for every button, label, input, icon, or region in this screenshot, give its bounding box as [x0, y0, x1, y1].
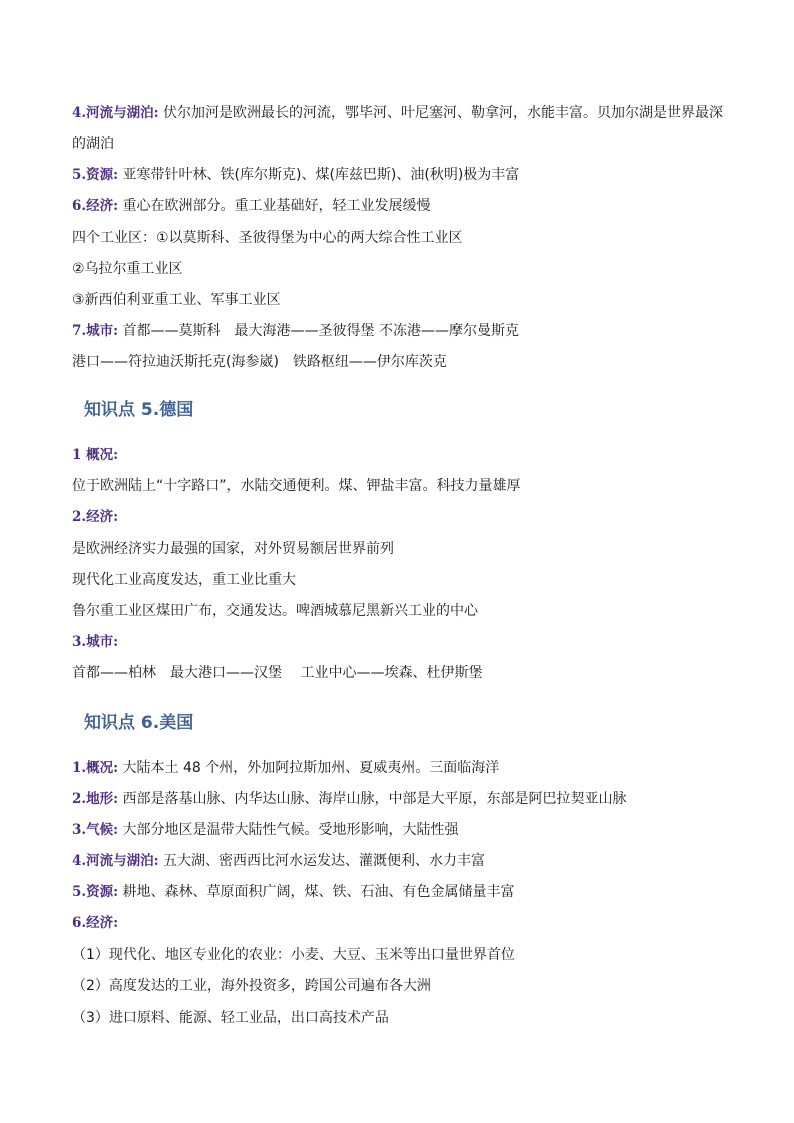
rivers-lakes-continuation: 的湖泊 — [72, 136, 114, 152]
germany-cities-label-text: 3.城市: — [72, 634, 119, 650]
usa-economy-3: （3）进口原料、能源、轻工业品，出口高技术产品 — [72, 1010, 389, 1026]
usa-rivers-text: 五大湖、密西西比河水运发达、灌溉便利、水力丰富 — [163, 853, 486, 869]
usa-terrain-label: 2.地形: — [72, 791, 119, 807]
usa-climate-text: 大部分地区是温带大陆性气候。受地形影响，大陆性强 — [122, 822, 459, 838]
germany-overview-label — [72, 443, 732, 467]
cities-text: 首都——莫斯科 最大海港——圣彼得堡 不冻港——摩尔曼斯克 — [122, 323, 519, 339]
industry-region-3: ③新西伯利亚重工业、军事工业区 — [72, 292, 281, 308]
rivers-lakes-text: 伏尔加河是欧洲最长的河流，鄂毕河、叶尼塞河、勒拿河，水能丰富。贝加尔湖是世界最深 — [163, 105, 724, 121]
rivers-lakes-line — [72, 101, 732, 125]
usa-economy-1: （1）现代化、地区专业化的农业：小麦、大豆、玉米等出口量世界首位 — [72, 947, 515, 963]
usa-terrain-line — [72, 787, 732, 811]
germany-economy-1: 是欧洲经济实力最强的国家，对外贸易额居世界前列 — [72, 541, 394, 557]
cities-line — [72, 319, 732, 343]
germany-cities-text: 首都——柏林 最大港口——汉堡 工业中心——埃森、杜伊斯堡 — [72, 665, 483, 681]
usa-overview-text: 大陆本土 48 个州，外加阿拉斯加州、夏威夷州。三面临海洋 — [122, 760, 500, 776]
resources-text: 亚寒带针叶林、铁(库尔斯克)、煤(库兹巴斯)、油(秋明)极为丰富 — [122, 167, 520, 183]
germany-overview-text: 位于欧洲陆上“十字路口”，水陆交通便利。煤、钾盐丰富。科技力量雄厚 — [72, 478, 521, 494]
cities-label: 7.城市: — [72, 323, 119, 339]
usa-economy-label — [72, 911, 732, 935]
germany-heading: 知识点 5.德国 — [84, 400, 194, 420]
rivers-lakes-label: 4.河流与湖泊: — [72, 105, 159, 121]
industry-region-2: ②乌拉尔重工业区 — [72, 261, 183, 277]
economy-label: 6.经济: — [72, 198, 119, 214]
germany-economy-2: 现代化工业高度发达，重工业比重大 — [72, 572, 296, 588]
usa-economy-label-text: 6.经济: — [72, 915, 119, 931]
germany-economy-label-text: 2.经济: — [72, 509, 119, 525]
usa-resources-label: 5.资源: — [72, 884, 119, 900]
economy-text: 重心在欧洲部分。重工业基础好，轻工业发展缓慢 — [122, 198, 431, 214]
usa-resources-line — [72, 880, 732, 904]
cities-continuation: 港口——符拉迪沃斯托克(海参崴) 铁路枢纽——伊尔库茨克 — [72, 354, 447, 370]
usa-climate-label: 3.气候: — [72, 822, 119, 838]
germany-economy-label — [72, 505, 732, 529]
usa-overview-label: 1.概况: — [72, 760, 119, 776]
germany-economy-3: 鲁尔重工业区煤田广布，交通发达。啤酒城慕尼黑新兴工业的中心 — [72, 603, 478, 619]
germany-cities-label — [72, 630, 732, 654]
germany-overview-label-text: 1 概况: — [72, 447, 119, 463]
resources-line — [72, 163, 732, 187]
usa-resources-text: 耕地、森林、草原面积广阔，煤、铁、石油、有色金属储量丰富 — [122, 884, 515, 900]
usa-overview-line — [72, 756, 732, 780]
usa-terrain-text: 西部是落基山脉、内华达山脉、海岸山脉，中部是大平原，东部是阿巴拉契亚山脉 — [122, 791, 627, 807]
industry-region-1: 四个工业区：①以莫斯科、圣彼得堡为中心的两大综合性工业区 — [72, 230, 463, 246]
usa-heading: 知识点 6.美国 — [84, 713, 194, 733]
usa-climate-line — [72, 818, 732, 842]
usa-rivers-line — [72, 849, 732, 873]
resources-label: 5.资源: — [72, 167, 119, 183]
usa-economy-2: （2）高度发达的工业，海外投资多，跨国公司遍布各大洲 — [72, 978, 431, 994]
usa-rivers-label: 4.河流与湖泊: — [72, 853, 159, 869]
economy-line — [72, 194, 732, 218]
